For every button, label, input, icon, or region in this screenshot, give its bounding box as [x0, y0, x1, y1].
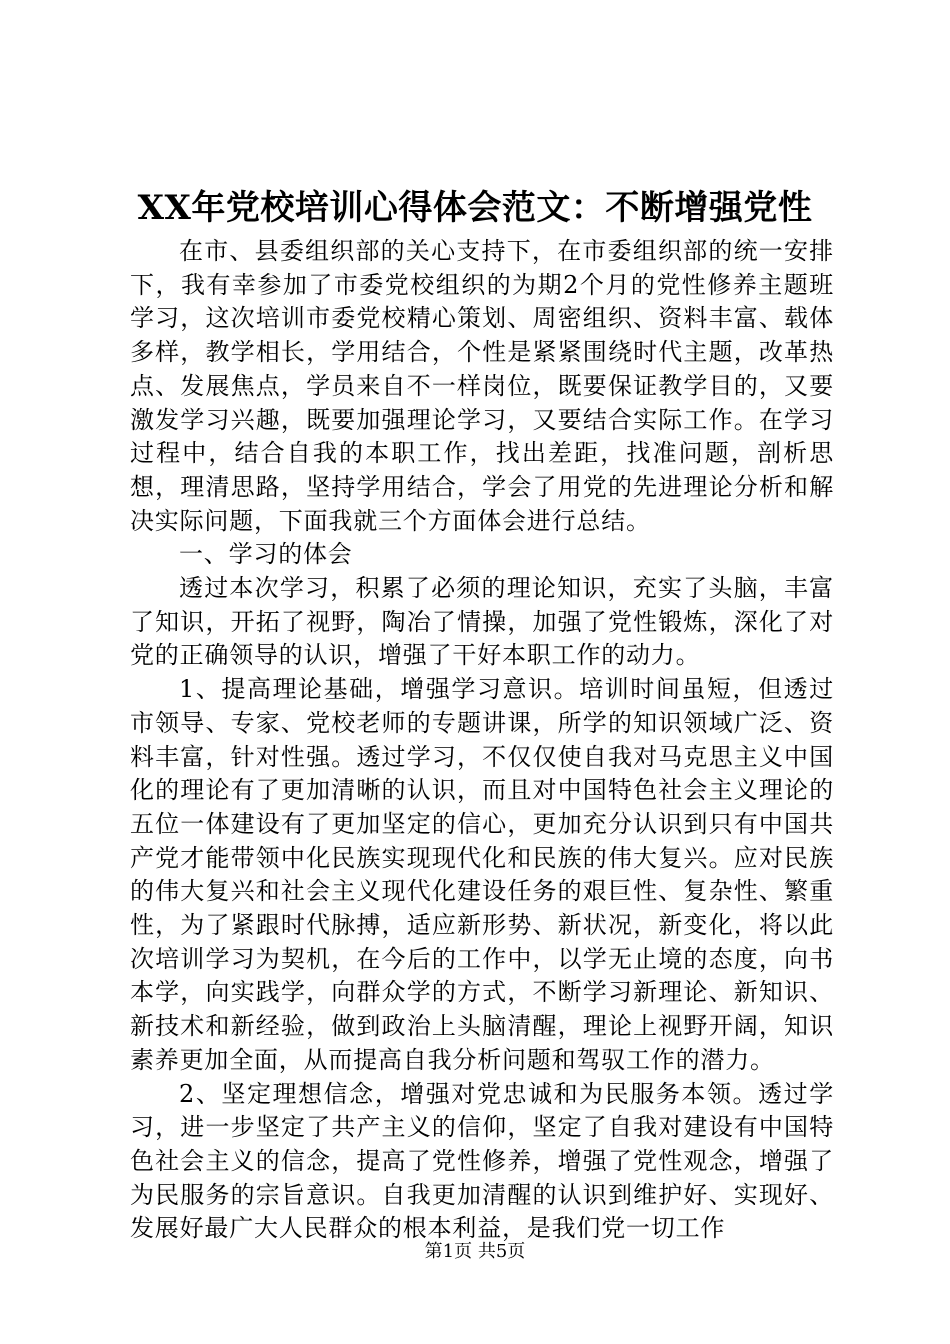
document-title: XX年党校培训心得体会范文：不断增强党性 [137, 188, 813, 228]
paragraph-point-1: 1、提高理论基础，增强学习意识。培训时间虽短，但透过市领导、专家、党校老师的专题讲课，所学的知识领域广泛、资料丰富，针对性强。透过学习，不仅仅使自我对马克思主义中国化的理论有了更加清晰的认识，而且对中国特色社会主义理论的五位一体建设有了更加坚定的信心，更加充分认识到只有中国共产党才能带领中化民族实现现代化和民族的伟大复兴。应对民族的伟大复兴和社会主义现代化建设任务的艰巨性、复杂性、繁重性，为了紧跟时代脉搏，适应新形势、新状况，新变化，将以此次培训学习为契机，在今后的工作中，以学无止境的态度，向书本学，向实践学，向群众学的方式，不断学习新理论、新知识、新技术和新经验，做到政治上头脑清醒，理论上视野开阔，知识素养更加全面，从而提高自我分析问题和驾驭工作的潜力。 [130, 675, 834, 1074]
page-footer: 第1页 共5页 [424, 1241, 526, 1262]
document-body [130, 235, 834, 1246]
paragraph-point-2: 2、坚定理想信念，增强对党忠诚和为民服务本领。透过学习，进一步坚定了共产主义的信仰，坚定了自我对建设有中国特色社会主义的信念，提高了党性修养，增强了党性观念，增强了为民服务的宗旨意识。自我更加清醒的认识到维护好、实现好、发展好最广大人民群众的根本利益，是我们党一切工作 [130, 1079, 834, 1243]
section-heading-learning: 一、学习的体会 [179, 540, 353, 569]
paragraph-intro: 在市、县委组织部的关心支持下，在市委组织部的统一安排下，我有幸参加了市委党校组织的为期2个月的党性修养主题班学习，这次培训市委党校精心策划、周密组织、资料丰富、载体多样，教学相长，学用结合，个性是紧紧围绕时代主题，改革热点、发展焦点，学员来自不一样岗位，既要保证教学目的，又要激发学习兴趣，既要加强理论学习，又要结合实际工作。在学习过程中，结合自我的本职工作，找出差距，找准问题，剖析思想，理清思路，坚持学用结合，学会了用党的先进理论分析和解决实际问题，下面我就三个方面体会进行总结。 [130, 237, 834, 535]
paragraph-learning-summary: 透过本次学习，积累了必须的理论知识，充实了头脑，丰富了知识，开拓了视野，陶冶了情操，加强了党性锻炼，深化了对党的正确领导的认识，增强了干好本职工作的动力。 [130, 574, 834, 670]
